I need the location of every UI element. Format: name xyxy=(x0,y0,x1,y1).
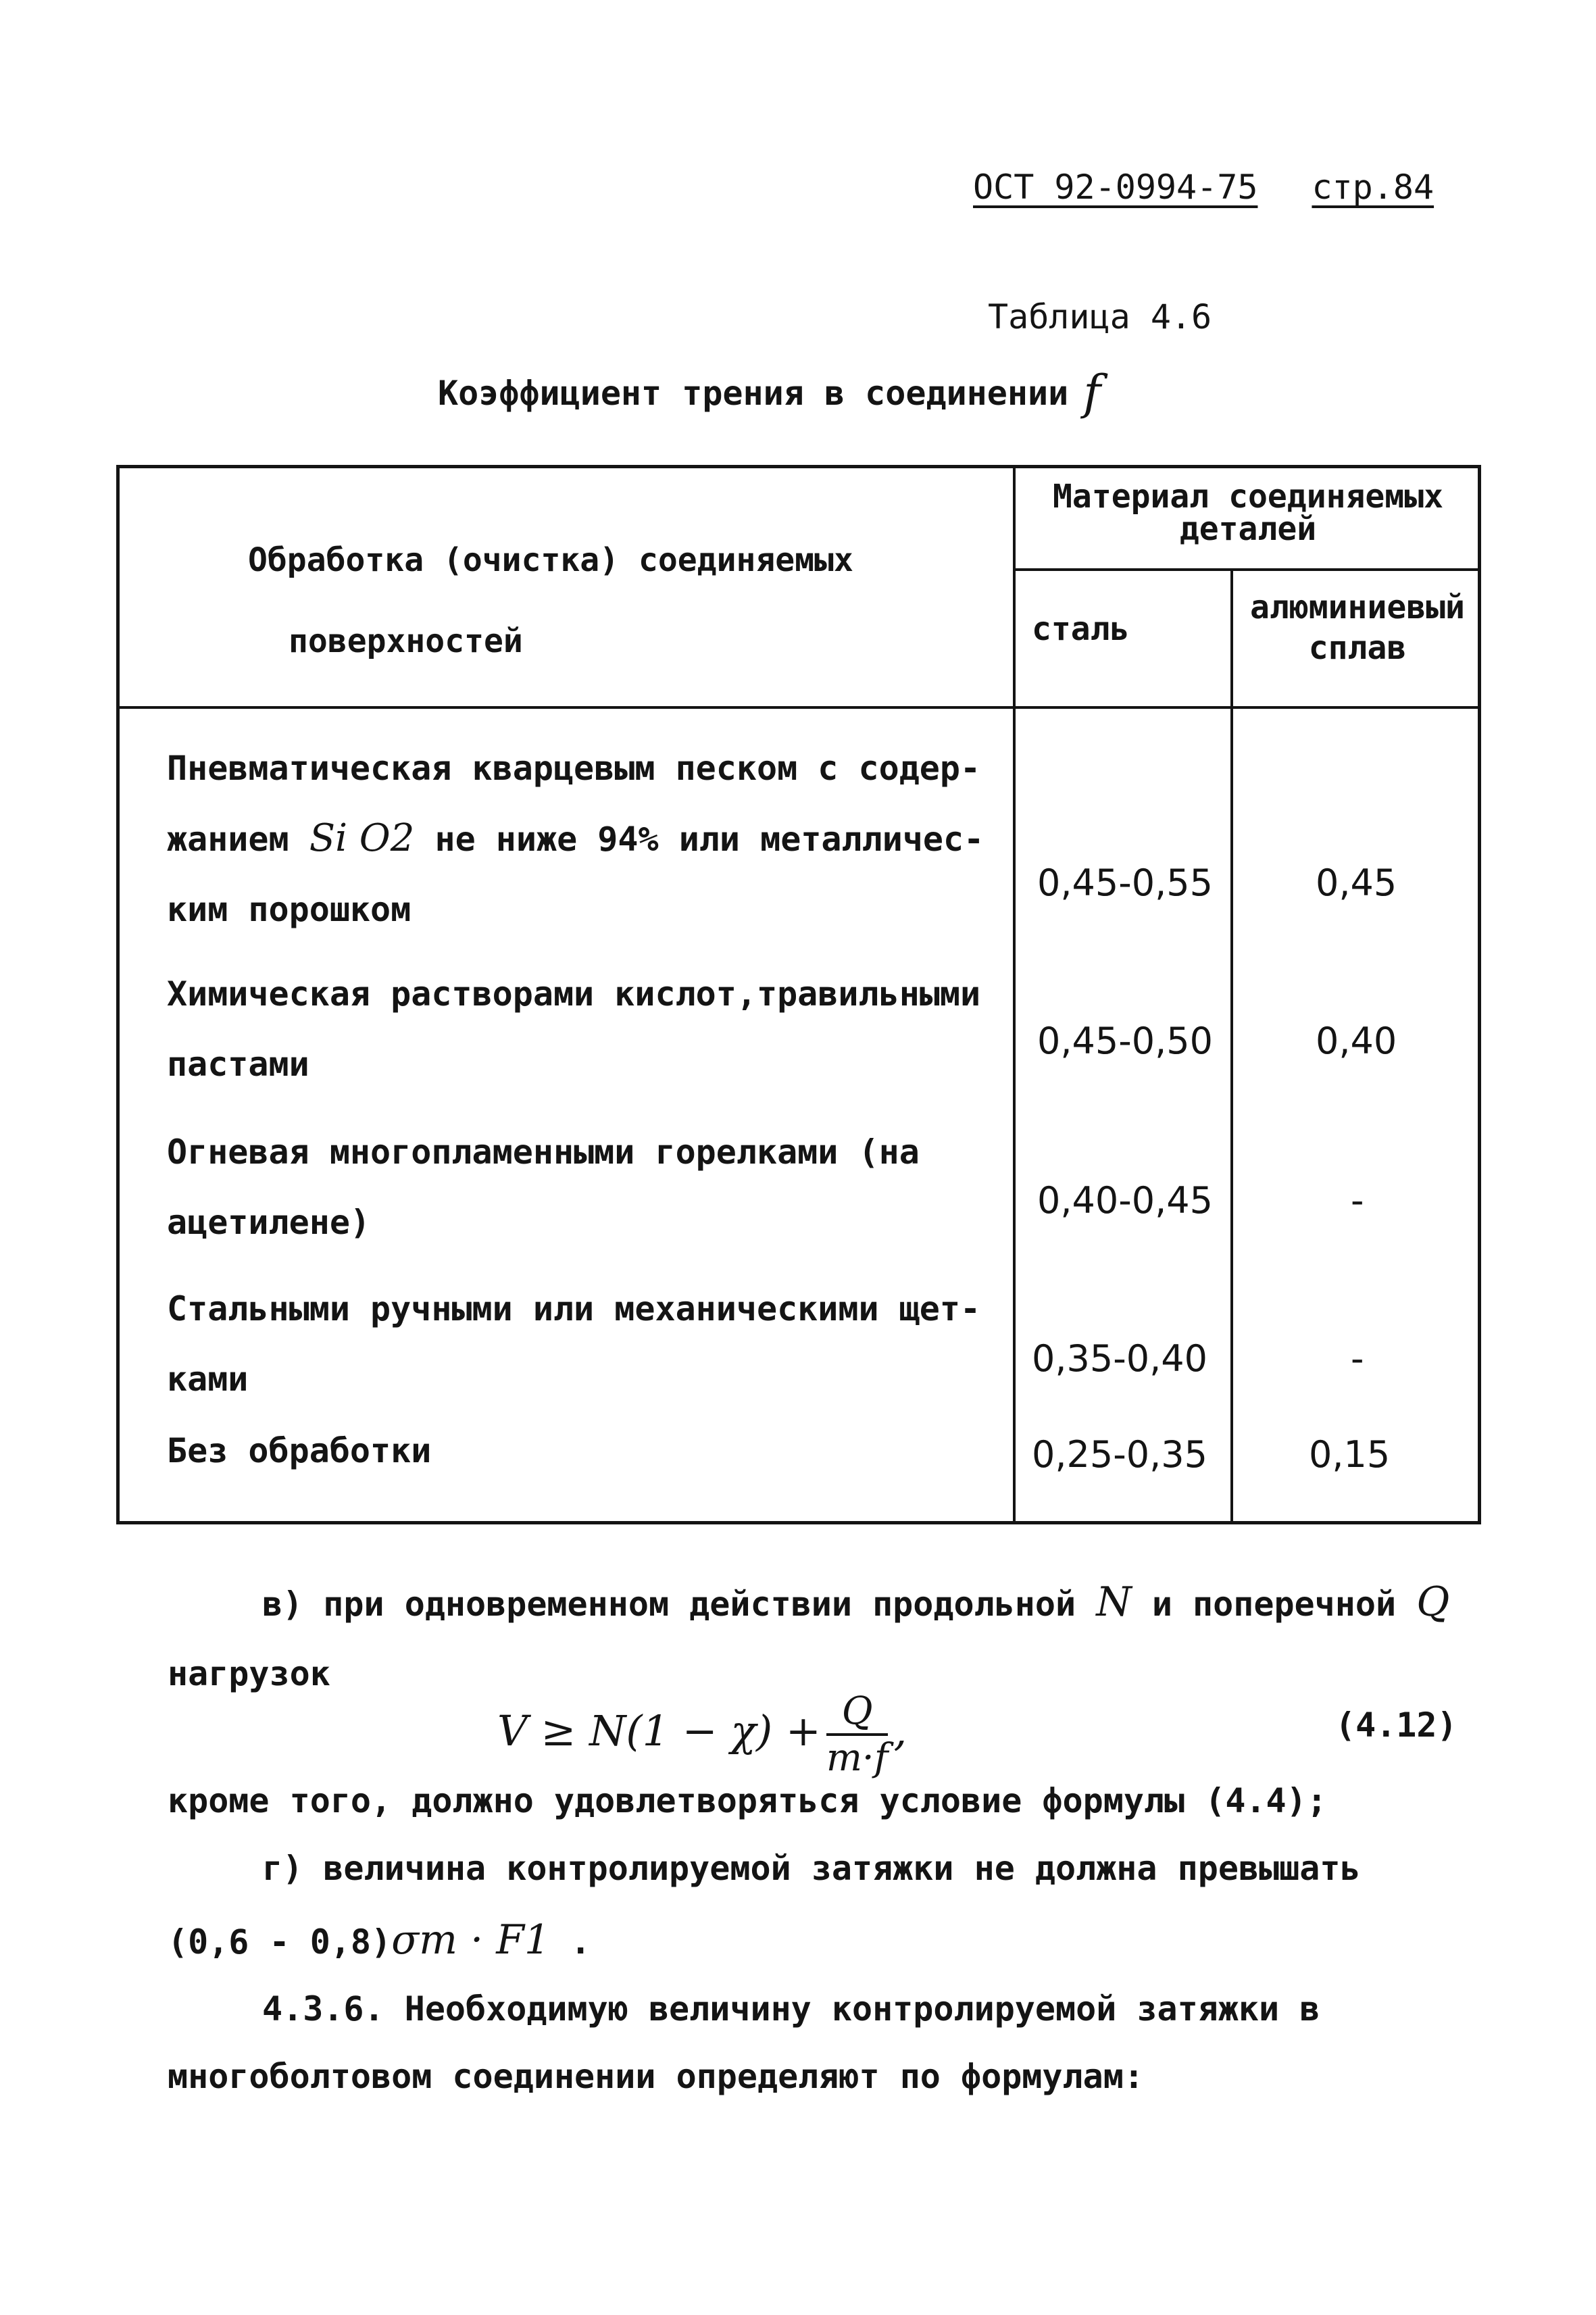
col-header-alu xyxy=(1236,587,1479,668)
row-pneumatic-steel: 0,45-0,55 xyxy=(1037,862,1213,904)
row-pneumatic-l2-pre: жанием xyxy=(167,820,289,859)
row-pneumatic-l3: ким порошком xyxy=(167,890,412,929)
page-number: стр.84 xyxy=(1312,168,1435,207)
row-none-steel: 0,25-0,35 xyxy=(1032,1433,1207,1476)
row-chemical-l1: Химическая растворами кислот,травильными xyxy=(167,974,981,1014)
row-fire xyxy=(167,1117,1005,1258)
row-none xyxy=(167,1416,1005,1486)
table-divider-h-material xyxy=(1013,568,1478,571)
formula-numerator: Q xyxy=(826,1689,889,1736)
table-divider-v1 xyxy=(1013,468,1016,1521)
item-g-line1 xyxy=(168,1849,1361,1888)
symbol-N: N xyxy=(1096,1578,1132,1626)
row-chemical-alu: 0,40 xyxy=(1316,1020,1397,1062)
col-header-processing-l2: поверхностей xyxy=(289,622,523,660)
row-pneumatic-alu: 0,45 xyxy=(1316,862,1397,904)
table-number: Таблица 4.6 xyxy=(988,297,1212,337)
col-header-material-l1: Материал соединяемых xyxy=(1053,478,1443,516)
item-g-text: г) величина контролируемой затяжки не должна превышать xyxy=(262,1849,1361,1888)
col-header-material-l2: деталей xyxy=(1179,510,1317,548)
row-fire-l1: Огневая многопламенными горелками (на xyxy=(167,1132,920,1172)
item-v-line1 xyxy=(168,1578,1449,1626)
row-pneumatic-l2-post: не ниже 94% или металличес- xyxy=(434,820,984,859)
formula-fraction xyxy=(826,1689,889,1780)
col-header-processing xyxy=(248,520,991,682)
row-brush-alu: - xyxy=(1351,1337,1364,1380)
row-none-l1: Без обработки xyxy=(167,1431,432,1470)
para-4-3-6-line1 xyxy=(168,1989,1320,2028)
row-chemical-l2: пастами xyxy=(167,1045,309,1084)
col-header-alu-l2: сплав xyxy=(1308,629,1407,667)
item-v-mid: и поперечной xyxy=(1151,1585,1397,1624)
row-brush-steel: 0,35-0,40 xyxy=(1032,1337,1207,1380)
row-brush-l2: ками xyxy=(167,1360,249,1399)
item-v-pre: в) при одновременном действии продольной xyxy=(262,1585,1076,1624)
para-4-3-6-l1: 4.3.6. Необходимую величину контролируемой затяжки в xyxy=(262,1989,1320,2028)
col-header-steel: сталь xyxy=(1032,610,1130,648)
row-fire-l2: ацетилене) xyxy=(167,1203,371,1242)
item-g-l2-pre: (0,6 - 0,8) xyxy=(168,1922,392,1962)
document-header xyxy=(973,168,1434,207)
row-chemical-steel: 0,45-0,50 xyxy=(1037,1020,1213,1062)
table-title xyxy=(438,365,1101,420)
row-fire-steel: 0,40-0,45 xyxy=(1037,1179,1213,1222)
row-brush xyxy=(167,1274,1005,1414)
table-divider-v2 xyxy=(1230,571,1233,1521)
row-pneumatic-l1: Пневматическая кварцевым песком с содер- xyxy=(167,749,981,788)
formula-denominator: m·f xyxy=(826,1736,889,1780)
row-none-alu: 0,15 xyxy=(1309,1433,1391,1476)
col-header-material xyxy=(1018,478,1478,548)
item-g-l2-post: . xyxy=(570,1922,591,1962)
formula-lhs: V ≥ N(1 − χ) + xyxy=(497,1706,821,1756)
friction-table xyxy=(116,465,1481,1524)
sigma-f-formula: σт · F1 xyxy=(391,1916,551,1964)
item-g-line2 xyxy=(168,1916,591,1964)
friction-symbol: f xyxy=(1083,365,1101,420)
col-header-processing-l1: Обработка (очистка) соединяемых xyxy=(248,541,853,579)
row-pneumatic xyxy=(167,733,1005,945)
formula-4-12 xyxy=(497,1689,907,1780)
row-fire-alu: - xyxy=(1351,1179,1364,1222)
formula-number: (4.12) xyxy=(1335,1706,1457,1745)
row-pneumatic-l2 xyxy=(167,803,1005,874)
row-brush-l1: Стальными ручными или механическими щет- xyxy=(167,1289,981,1328)
table-divider-h-header xyxy=(120,706,1478,709)
para-4-3-6-line2: многоболтовом соединении определяют по формулам: xyxy=(168,2057,1144,2096)
item-v-line2: нагрузок xyxy=(168,1654,330,1693)
symbol-Q: Q xyxy=(1416,1578,1450,1626)
also-condition: кроме того, должно удовлетворяться условие формулы (4.4); xyxy=(168,1781,1327,1820)
doc-code: ОСТ 92-0994-75 xyxy=(973,168,1258,207)
col-header-alu-l1: алюминиевый xyxy=(1250,589,1465,626)
sio2-formula: Si O2 xyxy=(309,816,415,860)
row-chemical xyxy=(167,959,1005,1099)
formula-tail: , xyxy=(893,1706,907,1756)
table-title-text: Коэффициент трения в соединении xyxy=(438,374,1069,413)
